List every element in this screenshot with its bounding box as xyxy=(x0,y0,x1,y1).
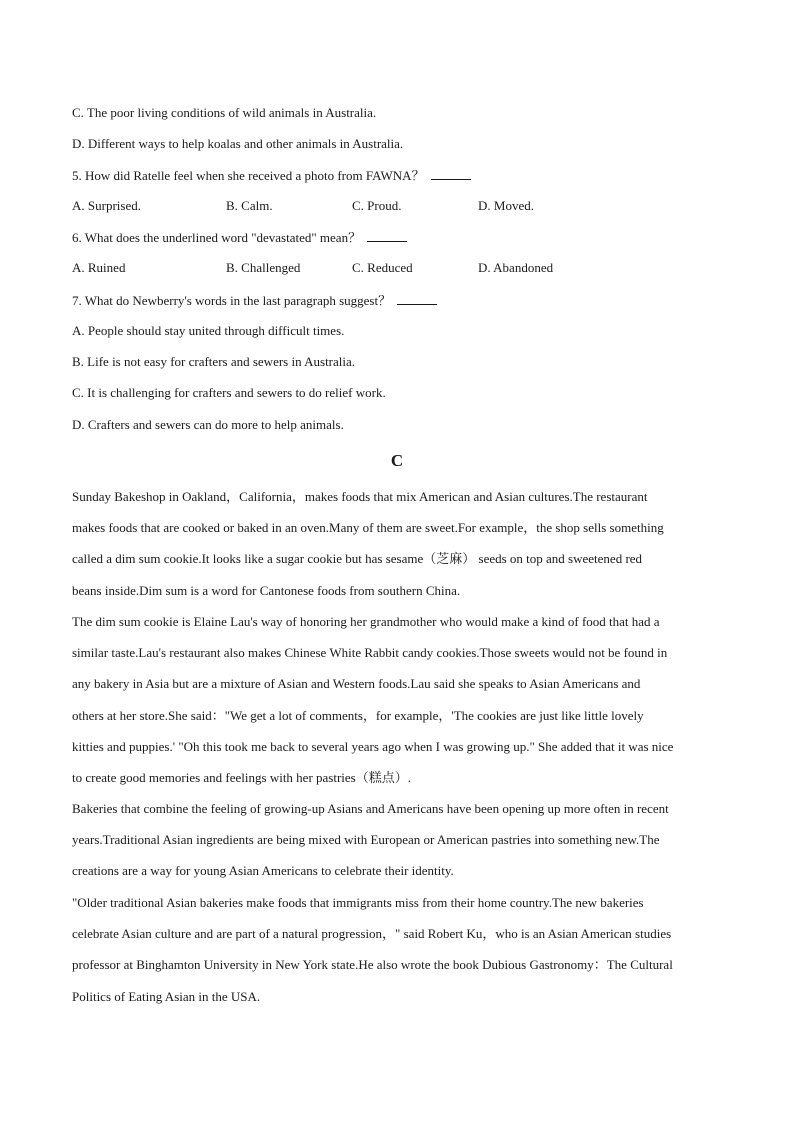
answer-blank xyxy=(367,229,407,242)
question-7-option-a: A. People should stay united through difficult times. xyxy=(72,323,345,338)
question-5-option-b: B. Calm. xyxy=(226,198,273,213)
paragraph-line: others at her store.She said："We get a lot of comments，for example，'The cookies are just like little lovely xyxy=(72,707,644,723)
paragraph-line: called a dim sum cookie.It looks like a sugar cookie but has sesame（芝麻） seeds on top and sweetened red xyxy=(72,551,643,567)
question-6-option-d: D. Abandoned xyxy=(478,260,554,275)
question-5-option-a: A. Surprised. xyxy=(72,198,141,213)
paragraph-line: Bakeries that combine the feeling of growing-up Asians and Americans have been opening up more often in recent xyxy=(72,801,669,816)
prev-question-option-d: D. Different ways to help koalas and other animals in Australia. xyxy=(72,136,404,151)
answer-blank xyxy=(431,167,471,180)
question-6-option-c: C. Reduced xyxy=(352,260,413,275)
question-7-text: 7. What do Newberry's words in the last paragraph suggest？ xyxy=(72,293,392,308)
paragraph-line: creations are a way for young Asian Americans to celebrate their identity. xyxy=(72,863,454,879)
passage-paragraph-4 xyxy=(72,887,722,1012)
question-6-option-b: B. Challenged xyxy=(226,260,301,275)
passage-paragraph-1 xyxy=(72,481,722,606)
paragraph-line: years.Traditional Asian ingredients are being mixed with European or American pastries into something new.The xyxy=(72,832,660,848)
paragraph-line: any bakery in Asia but are a mixture of Asian and Western foods.Lau said she speaks to Asian Americans and xyxy=(72,676,641,692)
paragraph-line: "Older traditional Asian bakeries make foods that immigrants miss from their home country.The new bakeries xyxy=(72,895,644,910)
paragraph-line: to create good memories and feelings with her pastries（糕点）. xyxy=(72,770,411,786)
question-5-options xyxy=(72,198,722,214)
question-7-option-b: B. Life is not easy for crafters and sewers in Australia. xyxy=(72,354,356,369)
paragraph-line: The dim sum cookie is Elaine Lau's way of honoring her grandmother who would make a kind of food that had a xyxy=(72,614,660,629)
section-heading: C xyxy=(390,451,404,470)
paragraph-line: professor at Binghamton University in New York state.He also wrote the book Dubious Gastronomy：The Cultural xyxy=(72,957,673,973)
paragraph-line: similar taste.Lau's restaurant also makes Chinese White Rabbit candy cookies.Those sweets would not be found in xyxy=(72,645,668,661)
paragraph-line: celebrate Asian culture and are part of a natural progression，" said Robert Ku，who is an Asian American studies xyxy=(72,926,672,942)
question-5-option-c: C. Proud. xyxy=(352,198,402,213)
passage-paragraph-2 xyxy=(72,606,722,793)
question-5-text: 5. How did Ratelle feel when she received a photo from FAWNA？ xyxy=(72,168,425,183)
question-6-options xyxy=(72,260,722,276)
question-6-text: 6. What does the underlined word "devastated" mean？ xyxy=(72,230,362,245)
paragraph-line: makes foods that are cooked or baked in an oven.Many of them are sweet.For example，the shop sells something xyxy=(72,520,664,536)
question-7-option-c: C. It is challenging for crafters and sewers to do relief work. xyxy=(72,385,386,400)
prev-question-option-c: C. The poor living conditions of wild animals in Australia. xyxy=(72,105,377,120)
question-6-stem xyxy=(72,229,407,246)
paragraph-line: kitties and puppies.' "Oh this took me back to several years ago when I was growing up." She added that it was nice xyxy=(72,738,674,754)
question-5-stem xyxy=(72,167,471,184)
question-5-option-d: D. Moved. xyxy=(478,198,534,213)
passage-paragraph-3 xyxy=(72,793,722,887)
paragraph-line: Sunday Bakeshop in Oakland，California，makes foods that mix American and Asian cultures.The restaurant xyxy=(72,489,648,504)
paragraph-line: Politics of Eating Asian in the USA. xyxy=(72,988,261,1004)
question-7-stem xyxy=(72,292,437,309)
paragraph-line: beans inside.Dim sum is a word for Cantonese foods from southern China. xyxy=(72,582,461,598)
question-7-option-d: D. Crafters and sewers can do more to help animals. xyxy=(72,417,344,432)
answer-blank xyxy=(397,292,437,305)
question-6-option-a: A. Ruined xyxy=(72,260,126,275)
